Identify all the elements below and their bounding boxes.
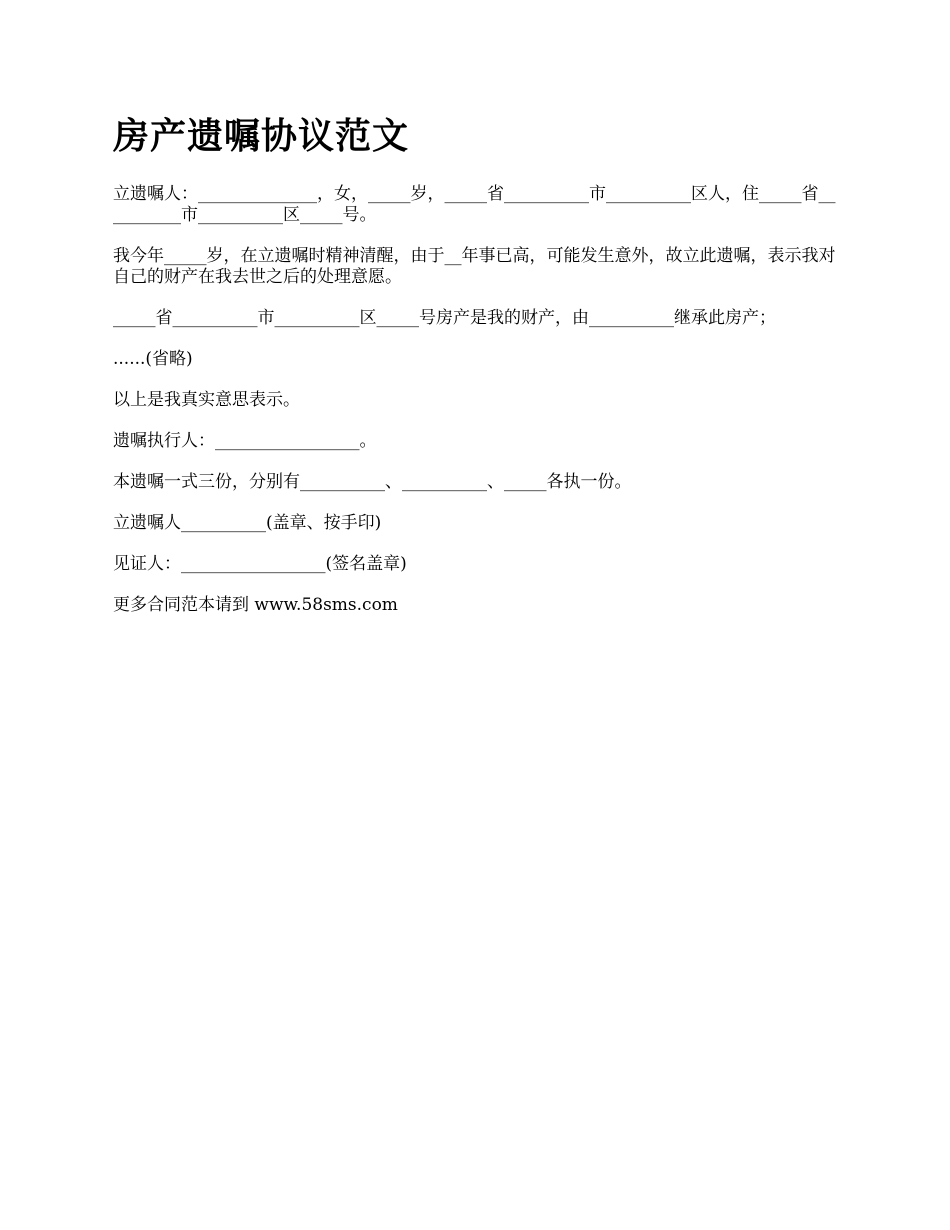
footer-website-line: 更多合同范本请到 www.58sms.com (113, 595, 398, 615)
executor-line: 遗嘱执行人：_________________。 (113, 431, 377, 451)
document-title: 房产遗嘱协议范文 (113, 115, 410, 157)
omitted-paragraph: ......(省略) (113, 349, 193, 369)
declaration-paragraph: 以上是我真实意思表示。 (113, 390, 300, 410)
testator-info-paragraph: 立遗嘱人：______________，女，_____岁，_____省__________市__________区人，住_____省__________市__________区_____号。 (113, 184, 836, 225)
copies-paragraph: 本遗嘱一式三份，分别有__________、__________、_____各执一份。 (113, 472, 632, 492)
intent-paragraph: 我今年_____岁，在立遗嘱时精神清醒，由于__年事已高，可能发生意外，故立此遗嘱，表示我对自己的财产在我去世之后的处理意愿。 (113, 246, 836, 287)
document-page (113, 112, 843, 636)
witness-signature-line: 见证人：_________________(签名盖章) (113, 554, 407, 574)
testator-signature-line: 立遗嘱人__________(盖章、按手印) (113, 513, 382, 533)
property-paragraph: _____省__________市__________区_____号房产是我的财产，由__________继承此房产； (113, 308, 776, 328)
